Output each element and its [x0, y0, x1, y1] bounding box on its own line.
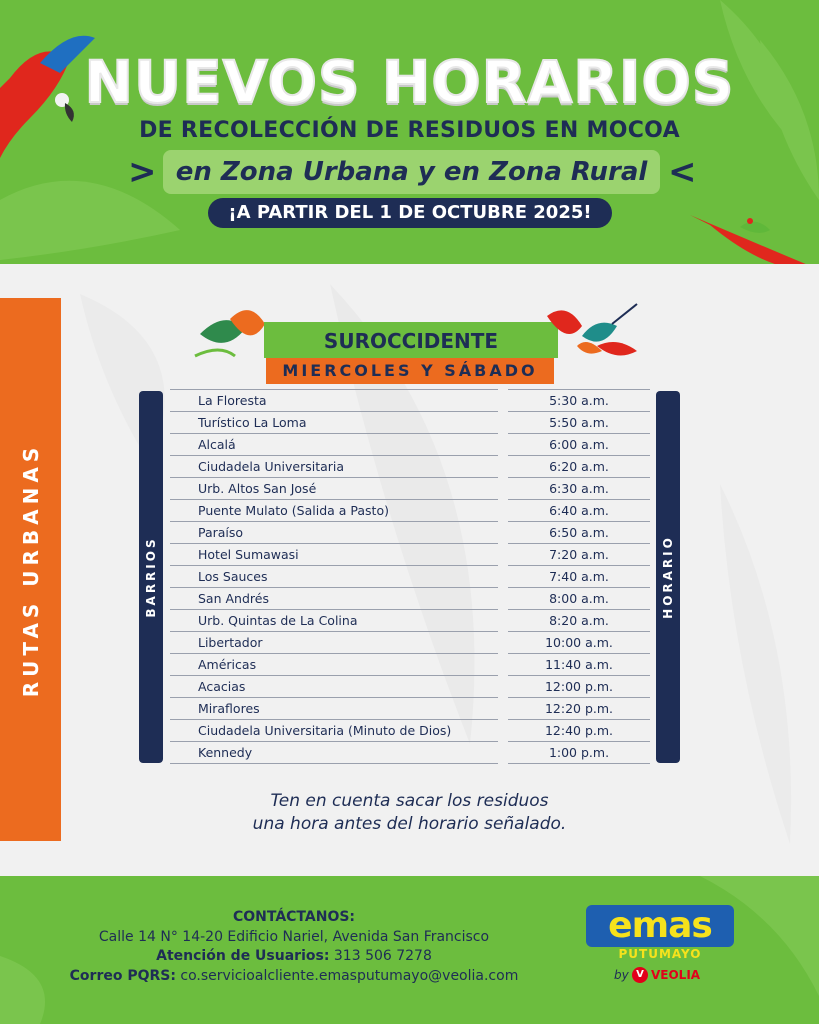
hora-cell: 6:30 a.m.	[508, 478, 650, 500]
barrio-cell: Urb. Quintas de La Colina	[170, 610, 498, 632]
barrio-cell: Los Sauces	[170, 566, 498, 588]
emas-logo-subtitle: PUTUMAYO	[618, 947, 702, 961]
attention-phone[interactable]: 313 506 7278	[333, 948, 432, 964]
attention-label: Atención de Usuarios:	[156, 948, 330, 964]
emas-logo: emas	[586, 905, 734, 947]
hora-cell: 7:20 a.m.	[508, 544, 650, 566]
section-days: MIERCOLES Y SÁBADO	[266, 358, 554, 384]
barrio-cell: Ciudadela Universitaria (Minuto de Dios)	[170, 720, 498, 742]
pqrs-label: Correo PQRS:	[69, 967, 176, 984]
hora-cell: 6:40 a.m.	[508, 500, 650, 522]
main-title: NUEVOS HORARIOS	[84, 48, 735, 116]
barrio-cell: La Floresta	[170, 390, 498, 412]
barrio-cell: Libertador	[170, 632, 498, 654]
zone-pill: en Zona Urbana y en Zona Rural	[163, 150, 660, 194]
table-row	[170, 456, 654, 478]
hora-cell: 6:00 a.m.	[508, 434, 650, 456]
barrio-cell: Acacias	[170, 676, 498, 698]
heliconia-frog-icon	[680, 205, 819, 264]
table-row	[170, 500, 654, 522]
hora-cell: 5:30 a.m.	[508, 390, 650, 412]
hora-cell: 1:00 p.m.	[508, 742, 650, 764]
table-row	[170, 390, 654, 412]
section-title: SUROCCIDENTE	[264, 322, 558, 358]
schedule-table	[170, 390, 654, 764]
barrio-cell: Ciudadela Universitaria	[170, 456, 498, 478]
hora-cell: 6:50 a.m.	[508, 522, 650, 544]
barrio-cell: Puente Mulato (Salida a Pasto)	[170, 500, 498, 522]
table-row	[170, 632, 654, 654]
hora-cell: 12:00 p.m.	[508, 676, 650, 698]
logo-by-text: by	[614, 968, 629, 982]
hummingbird-icon	[542, 296, 642, 366]
subtitle: DE RECOLECCIÓN DE RESIDUOS EN MOCOA	[139, 118, 680, 143]
hora-cell: 6:20 a.m.	[508, 456, 650, 478]
veolia-mark-icon: V	[632, 967, 648, 983]
reminder-line-1: Ten en cuenta sacar los residuos	[270, 791, 549, 811]
rutas-urbanas-tab	[0, 298, 61, 841]
chevron-right-icon: >	[128, 152, 157, 192]
hora-cell: 7:40 a.m.	[508, 566, 650, 588]
header-banner	[0, 0, 819, 264]
table-row	[170, 610, 654, 632]
hora-cell: 8:00 a.m.	[508, 588, 650, 610]
table-row	[170, 654, 654, 676]
table-row	[170, 544, 654, 566]
contact-block	[30, 908, 558, 986]
horario-label: HORARIO	[661, 535, 675, 619]
hora-cell: 10:00 a.m.	[508, 632, 650, 654]
table-row	[170, 478, 654, 500]
contact-address: Calle 14 N° 14-20 Edificio Nariel, Avenida San Francisco	[98, 928, 490, 945]
barrios-column-bar	[139, 391, 163, 763]
pqrs-email[interactable]: co.servicioalcliente.emasputumayo@veolia.com	[180, 967, 519, 984]
table-row	[170, 742, 654, 764]
reminder-line-2: una hora antes del horario señalado.	[252, 814, 567, 834]
chevron-left-icon: <	[668, 152, 697, 192]
veolia-text: VEOLIA	[651, 968, 701, 982]
barrio-cell: Urb. Altos San José	[170, 478, 498, 500]
table-row	[170, 676, 654, 698]
contact-heading: CONTÁCTANOS:	[232, 909, 356, 925]
table-row	[170, 698, 654, 720]
barrio-cell: Hotel Sumawasi	[170, 544, 498, 566]
hora-cell: 12:40 p.m.	[508, 720, 650, 742]
hora-cell: 5:50 a.m.	[508, 412, 650, 434]
table-row	[170, 720, 654, 742]
table-row	[170, 522, 654, 544]
barrio-cell: Paraíso	[170, 522, 498, 544]
barrios-label: BARRIOS	[144, 536, 158, 618]
barrio-cell: Turístico La Loma	[170, 412, 498, 434]
leaves-cluster-icon	[190, 294, 270, 364]
barrio-cell: San Andrés	[170, 588, 498, 610]
barrio-cell: Alcalá	[170, 434, 498, 456]
barrio-cell: Kennedy	[170, 742, 498, 764]
veolia-logo	[632, 966, 700, 984]
footer	[0, 876, 819, 1024]
reminder-note	[0, 790, 819, 836]
barrio-cell: Américas	[170, 654, 498, 676]
start-date-pill: ¡A PARTIR DEL 1 DE OCTUBRE 2025!	[208, 198, 612, 228]
hora-cell: 8:20 a.m.	[508, 610, 650, 632]
table-row	[170, 412, 654, 434]
side-tab-label: RUTAS URBANAS	[18, 442, 43, 697]
table-row	[170, 566, 654, 588]
table-row	[170, 588, 654, 610]
table-row	[170, 434, 654, 456]
hora-cell: 11:40 a.m.	[508, 654, 650, 676]
hora-cell: 12:20 p.m.	[508, 698, 650, 720]
barrio-cell: Miraflores	[170, 698, 498, 720]
horario-column-bar	[656, 391, 680, 763]
